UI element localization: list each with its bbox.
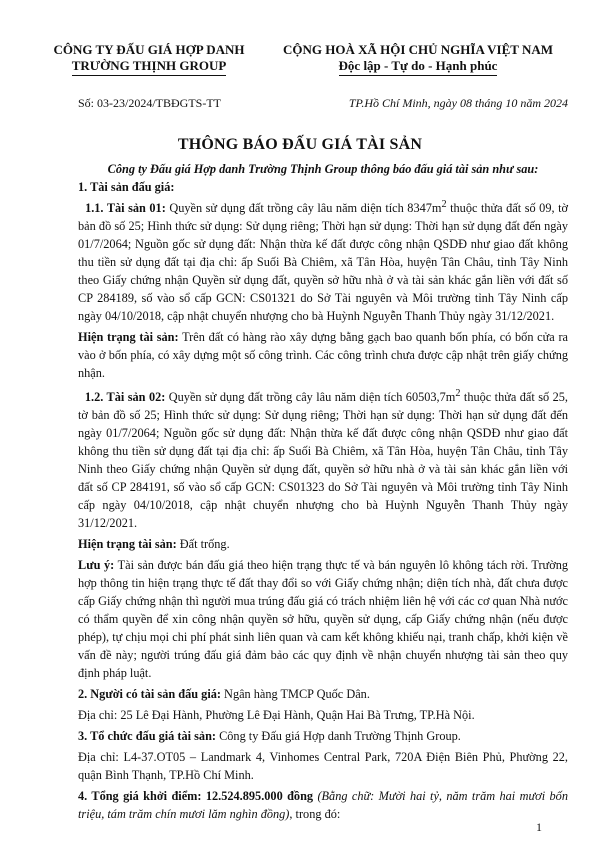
- asset-2-status-label: Hiện trạng tài sản:: [78, 537, 177, 552]
- note-text: Tài sản được bán đấu giá theo hiện trạng thực tế và bán nguyên lô không tách rời. Trường hợp thông tin hiện trạng thực tế đất thay đổi so với Giấy chứng nhận; diện tích nhà, đất chưa được cấp Giấy chứng nhận thì người mua trúng đấu giá có trách nhiệm liên hệ với các cơ quan Nhà nước có thẩm quyền để xin công nhận quyền sở hữu, quyền sử dụng, cấp Giấy chứng nhận (nếu được phép), tự chịu mọi chi phí phát sinh liên quan và cam kết không khiếu nại, tranh chấp, khởi kiện về vấn đề này; người trúng đấu giá đảm bảo các quy định về nhận chuyển nhượng tài sản theo quy định pháp luật.: [78, 558, 569, 681]
- asset-2-paragraph: [78, 385, 568, 532]
- section-2-line: [78, 685, 568, 703]
- document-body: [78, 160, 568, 823]
- organization-header: [44, 42, 254, 76]
- national-header: [268, 42, 568, 76]
- asset-1-status: [78, 328, 568, 382]
- asset-1-paragraph: [78, 196, 568, 325]
- page-number: 1: [536, 820, 542, 834]
- asset-1-status-text: Trên đất có hàng rào xây dựng bằng gạch bao quanh bốn phía, có bốn cửa ra vào ở bốn phía, có xây dựng một số công trình. Các công trình chưa được cập nhật trên giấy chứng nhận.: [78, 330, 569, 381]
- asset-1-status-label: Hiện trạng tài sản:: [78, 330, 179, 345]
- document-number: Số: 03-23/2024/TBĐGTS-TT: [78, 96, 221, 110]
- section-1-heading: 1. Tài sản đấu giá:: [78, 180, 175, 194]
- organization-name-line1: CÔNG TY ĐẤU GIÁ HỢP DANH: [53, 42, 245, 57]
- note-paragraph: [78, 556, 568, 682]
- asset-2-status: [78, 535, 568, 553]
- section-2-address: Địa chỉ: 25 Lê Đại Hành, Phường Lê Đại Hành, Quận Hai Bà Trưng, TP.Hà Nội.: [78, 708, 475, 723]
- asset-2-text-a: Quyền sử dụng đất trồng cây lâu năm diện tích 60503,7m: [165, 390, 456, 405]
- organization-name-line2: TRƯỜNG THỊNH GROUP: [72, 58, 227, 76]
- section-3-line: [78, 727, 568, 745]
- section-3-address: Địa chỉ: L4-37.OT05 – Landmark 4, Vinhomes Central Park, 720A Điện Biên Phủ, Phường 22, quận Bình Thạnh, TP.Hồ Chí Minh.: [78, 750, 568, 783]
- section-3-value: Công ty Đấu giá Hợp danh Trường Thịnh Group.: [216, 729, 461, 744]
- note-label: Lưu ý:: [78, 558, 115, 573]
- asset-2-text-b: thuộc thửa đất số 25, tờ bản đồ số 25; Hình thức sử dụng: Sử dụng riêng; Thời hạn sử dụng: Thời hạn sử dụng đất đến ngày 01/7/2064; Nguồn gốc sử dụng đất: Nhận thừa kế đất được công nhận QSDĐ như giao đất không thu tiền sử dụng đất tại địa chỉ: ấp Suối Bà Chiêm, xã Tân Hòa, huyện Tân Châu, tỉnh Tây Ninh theo Giấy chứng nhận Quyền sử dụng đất, quyền sở hữu nhà ở và tài sản khác gắn liền với đất số CP 284191, số vào sổ cấp GCN: CS01323 do Sở Tài nguyên và Môi trường tỉnh Tây Ninh cấp ngày 04/10/2018, cập nhật chuyển nhượng cho bà Huỳnh Nguyễn Thanh Thủy ngày 31/12/2021.: [78, 390, 568, 531]
- section-4-label: 4. Tổng giá khởi điểm: 12.524.895.000 đồng: [78, 789, 314, 804]
- asset-1-unit-sup: 2: [441, 199, 447, 210]
- section-3-label: 3. Tổ chức đấu giá tài sản:: [78, 729, 216, 744]
- asset-2-unit-sup: 2: [455, 388, 461, 400]
- asset-1-text-b: thuộc thửa đất số 09, tờ bản đồ số 25; Hình thức sử dụng: Sử dụng riêng; Thời hạn sử dụng: Thời hạn sử dụng đất đến ngày 01/7/2064; Nguồn gốc sử dụng đất: Nhận thừa kế đất được công nhận QSDĐ như giao đất không thu tiền sử dụng đất tại địa chỉ: ấp Suối Bà Chiêm, xã Tân Hòa, huyện Tân Châu, tỉnh Tây Ninh theo Giấy chứng nhận Quyền sử dụng đất, quyền sở hữu nhà ở và tài sản khác gắn liền với đất số CP 284189, số vào sổ cấp GCN: CS01321 do Sở Tài nguyên và Môi trường tỉnh Tây Ninh cấp ngày 04/10/2018, cập nhật chuyển nhượng cho bà Huỳnh Nguyễn Thanh Thủy ngày 31/12/2021.: [78, 201, 568, 324]
- section-4-tail: , trong đó:: [289, 807, 341, 822]
- document-title: THÔNG BÁO ĐẤU GIÁ TÀI SẢN: [177, 136, 423, 153]
- document-date: TP.Hồ Chí Minh, ngày 08 tháng 10 năm 2024: [348, 96, 568, 110]
- section-4-line: [78, 787, 568, 823]
- asset-1-label: 1.1. Tài sản 01:: [85, 201, 166, 216]
- country-name: CỘNG HOÀ XÃ HỘI CHỦ NGHĨA VIỆT NAM: [282, 42, 554, 57]
- section-2-label: 2. Người có tài sản đấu giá:: [78, 687, 221, 702]
- section-4-words: (Bằng chữ: Mười hai tỷ, năm trăm hai mươi bốn triệu, tám trăm chín mươi lăm nghìn đồng): [78, 789, 568, 822]
- section-2-value: Ngân hàng TMCP Quốc Dân.: [220, 687, 370, 702]
- intro-line: Công ty Đấu giá Hợp danh Trường Thịnh Group thông báo đấu giá tài sản như sau:: [107, 162, 539, 176]
- asset-1-text-a: Quyền sử dụng đất trồng cây lâu năm diện tích 8347m: [165, 201, 442, 216]
- national-motto: Độc lập - Tự do - Hạnh phúc: [339, 58, 498, 76]
- asset-2-label: 1.2. Tài sản 02:: [84, 390, 166, 405]
- asset-2-status-text: Đất trống.: [176, 537, 230, 552]
